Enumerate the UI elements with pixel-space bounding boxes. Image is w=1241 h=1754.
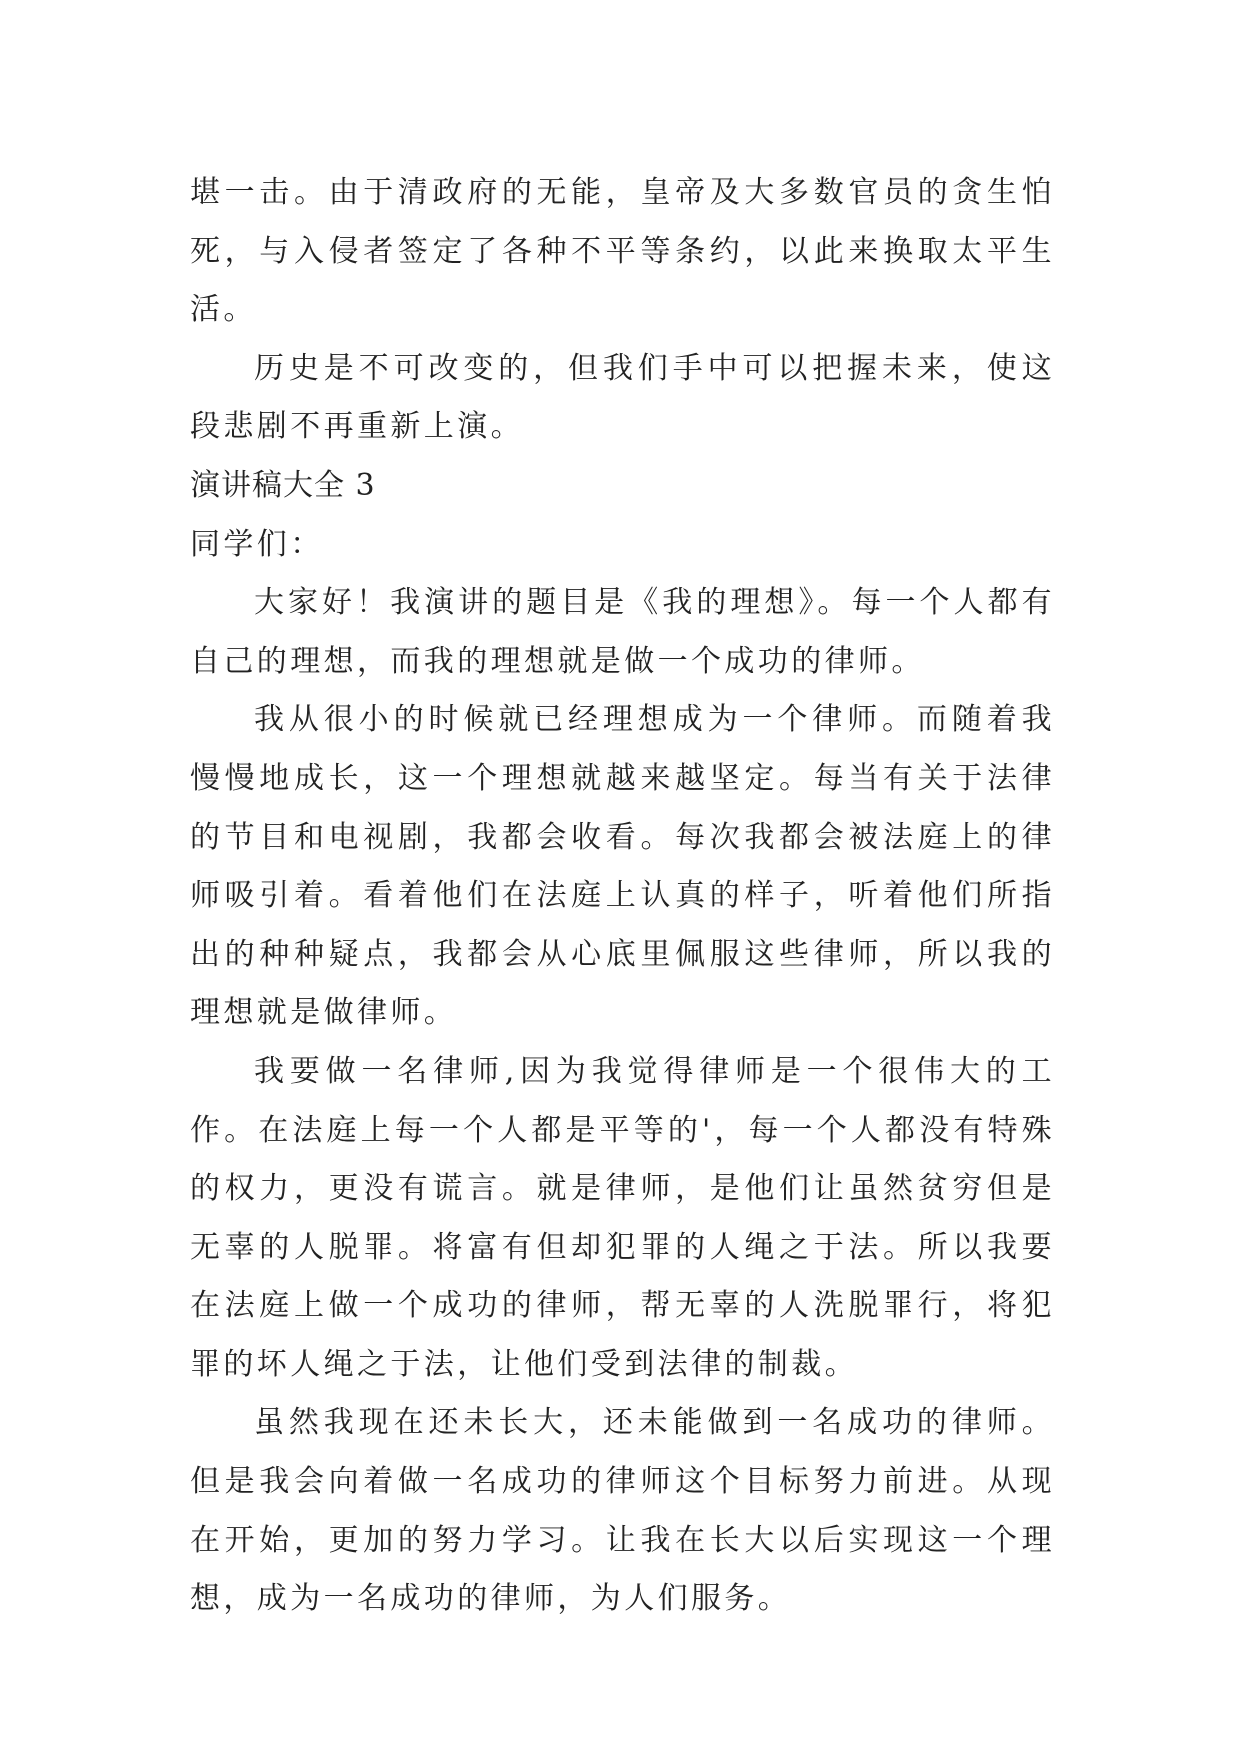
- section-title: 演讲稿大全 3: [190, 467, 376, 503]
- paragraph-reason: 我要做一名律师,因为我觉得律师是一个很伟大的工作。在法庭上每一个人都是平等的'，每一个人都没有特殊的权力，更没有谎言。就是律师，是他们让虽然贫穷但是无辜的人脱罪。将富有但却犯罪的人绳之于法。所以我要在法庭上做一个成功的律师，帮无辜的人洗脱罪行，将犯罪的坏人绳之于法，让他们受到法律的制裁。: [190, 1053, 1055, 1382]
- paragraph-intro: 大家好！我演讲的题目是《我的理想》。每一个人都有自己的理想，而我的理想就是做一个成功的律师。: [190, 585, 1055, 679]
- paragraph-conclusion: 虽然我现在还未长大，还未能做到一名成功的律师。但是我会向着做一名成功的律师这个目标努力前进。从现在开始，更加的努力学习。让我在长大以后实现这一个理想，成为一名成功的律师，为人们服务。: [190, 1405, 1055, 1617]
- document-page: [190, 164, 1055, 1629]
- paragraph-continuation: 堪一击。由于清政府的无能，皇帝及大多数官员的贪生怕死，与入侵者签定了各种不平等条约，以此来换取太平生活。: [190, 175, 1055, 328]
- salutation: 同学们：: [190, 526, 324, 562]
- paragraph-history: 历史是不可改变的，但我们手中可以把握未来，使这段悲剧不再重新上演。: [190, 350, 1055, 445]
- paragraph-childhood: 我从很小的时候就已经理想成为一个律师。而随着我慢慢地成长，这一个理想就越来越坚定。每当有关于法律的节目和电视剧，我都会收看。每次我都会被法庭上的律师吸引着。看着他们在法庭上认真的样子，听着他们所指出的种种疑点，我都会从心底里佩服这些律师，所以我的理想就是做律师。: [190, 702, 1055, 1031]
